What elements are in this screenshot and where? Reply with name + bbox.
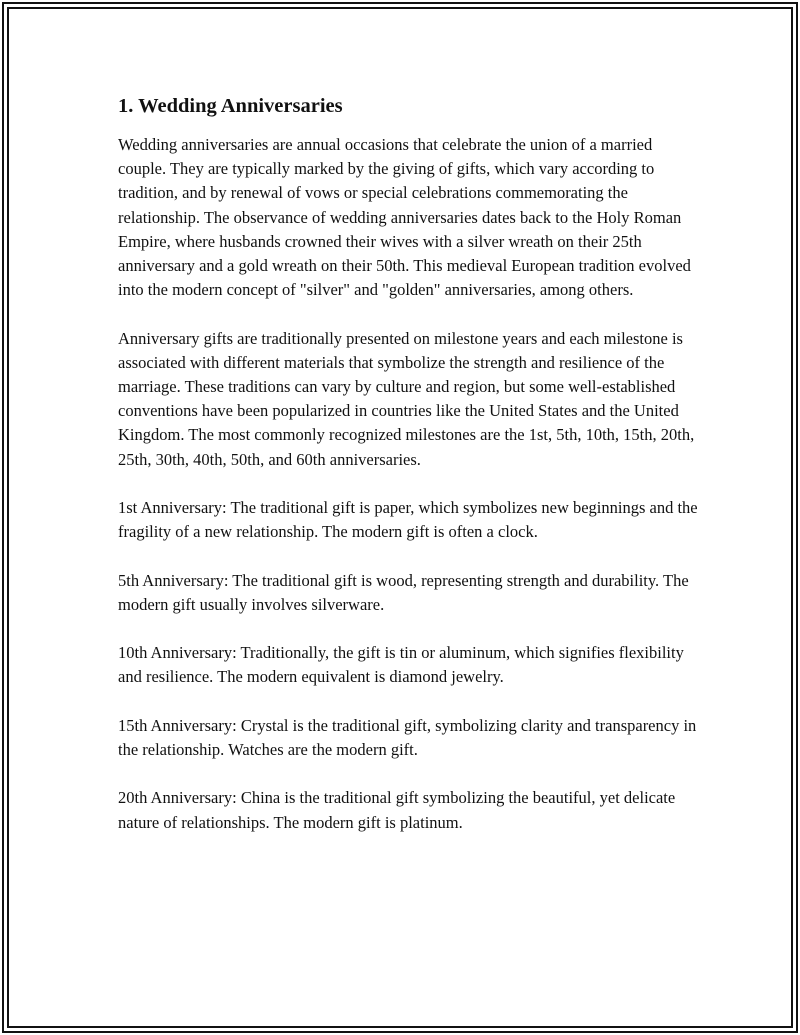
intro-paragraph: Wedding anniversaries are annual occasions that celebrate the union of a married couple. They are typically marked by the giving of gifts, which vary according to tradition, and by renewal of vows or special celebrations commemorating the relationship. The observance of wedding anniversaries dates back to the Holy Roman Empire, where husbands crowned their wives with a silver wreath on their 25th anniversary and a gold wreath on their 50th. This medieval European tradition evolved into the modern concept of "silver" and "golden" anniversaries, among others. [118, 135, 691, 300]
twentieth-anniversary-paragraph: 20th Anniversary: China is the traditional gift symbolizing the beautiful, yet delicate nature of relationships. The modern gift is platinum. [118, 788, 676, 832]
fifth-anniversary-paragraph: 5th Anniversary: The traditional gift is wood, representing strength and durability. The modern gift usually involves silverware. [118, 570, 689, 614]
document-content [118, 93, 698, 859]
tenth-anniversary-paragraph: 10th Anniversary: Traditionally, the gift is tin or aluminum, which signifies flexibility and resilience. The modern equivalent is diamond jewelry. [118, 643, 684, 687]
fifteenth-anniversary-paragraph: 15th Anniversary: Crystal is the traditional gift, symbolizing clarity and transparency in the relationship. Watches are the modern gift. [118, 715, 697, 759]
milestones-paragraph: Anniversary gifts are traditionally presented on milestone years and each milestone is associated with different materials that symbolize the strength and resilience of the marriage. These traditions can vary by culture and region, but some well-established conventions have been popularized in countries like the United States and the United Kingdom. The most commonly recognized milestones are the 1st, 5th, 10th, 15th, 20th, 25th, 30th, 40th, 50th, and 60th anniversaries. [118, 328, 695, 469]
section-heading: 1. Wedding Anniversaries [118, 95, 343, 117]
first-anniversary-paragraph: 1st Anniversary: The traditional gift is paper, which symbolizes new beginnings and the fragility of a new relationship. The modern gift is often a clock. [118, 498, 698, 542]
